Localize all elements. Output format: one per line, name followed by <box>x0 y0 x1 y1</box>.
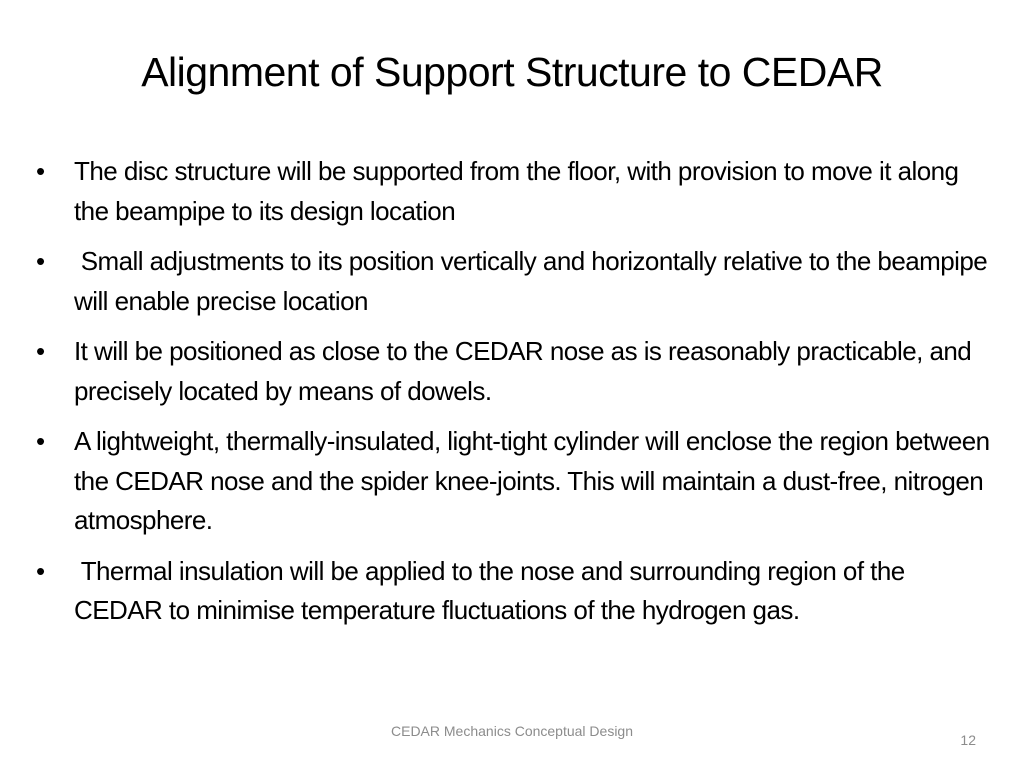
bullet-item-4 <box>36 422 997 541</box>
slide-title: Alignment of Support Structure to CEDAR <box>141 49 883 95</box>
page-number: 12 <box>960 732 976 748</box>
bullet-text: A lightweight, thermally-insulated, light-tight cylinder will enclose the region between the CEDAR nose and the spider knee-joints. This will maintain a dust-free, nitrogen atmosphere. <box>74 426 997 535</box>
bullet-text: Thermal insulation will be applied to the nose and surrounding region of the CEDAR to minimise temperature fluctuations of the hydrogen gas. <box>74 555 912 625</box>
bullet-text: It will be positioned as close to the CEDAR nose as is reasonably practicable, and precisely located by means of dowels. <box>74 336 978 406</box>
bullet-marker: • <box>36 336 45 366</box>
bullet-marker: • <box>36 156 45 186</box>
bullet-marker: • <box>36 246 45 276</box>
slide-footer: CEDAR Mechanics Conceptual Design <box>391 723 633 739</box>
bullet-text: Small adjustments to its position vertically and horizontally relative to the beampipe will enable precise location <box>74 246 994 316</box>
bullet-marker: • <box>36 555 45 586</box>
bullet-item-1 <box>36 152 994 231</box>
bullet-list <box>36 152 997 642</box>
bullet-marker: • <box>36 426 45 456</box>
bullet-item-5 <box>36 552 994 631</box>
bullet-item-2 <box>36 242 994 321</box>
bullet-text: The disc structure will be supported from the floor, with provision to move it along the beampipe to its design location <box>74 156 966 226</box>
bullet-item-3 <box>36 332 994 411</box>
